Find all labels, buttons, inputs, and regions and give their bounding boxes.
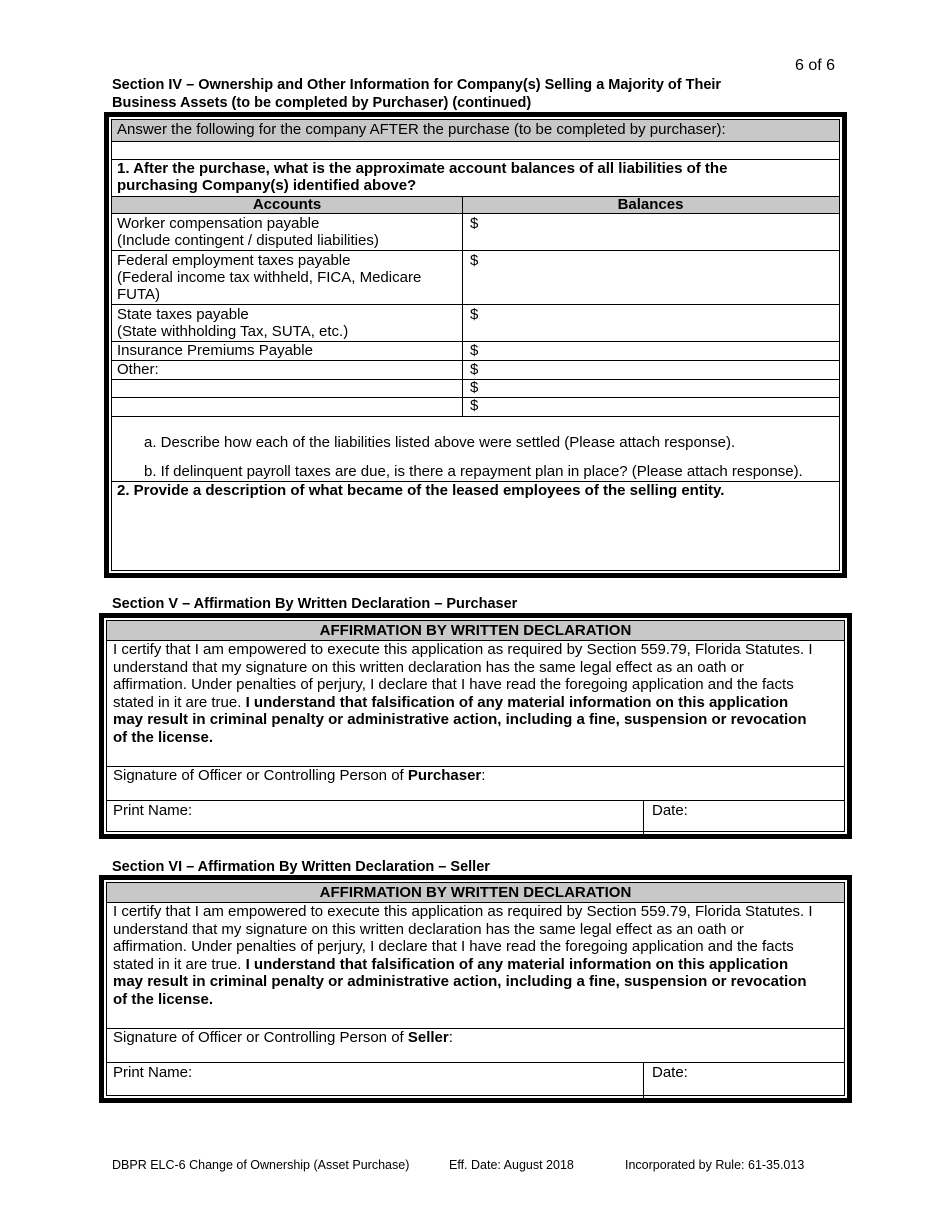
declaration-line: I certify that I am empowered to execute this application as required by Section 559.79, Florida Statutes. I: [113, 641, 813, 658]
footer-rule: Incorporated by Rule: 61-35.013: [625, 1158, 805, 1172]
section5-inner: [106, 620, 845, 832]
balance-field[interactable]: $: [470, 342, 479, 359]
declaration-line: understand that my signature on this written declaration has the same legal effect as an oath or: [113, 920, 744, 938]
balance-field[interactable]: $: [470, 215, 479, 232]
section6-declaration: [113, 903, 838, 1009]
balance-field[interactable]: $: [470, 397, 479, 414]
section5-title: Section V – Affirmation By Written Declaration – Purchaser: [112, 596, 518, 612]
declaration-line: of the license.: [113, 728, 214, 746]
declaration-line: stated in it are true. I understand that falsification of any material information on this application: [113, 955, 789, 973]
account-name: State taxes payable: [117, 306, 249, 323]
balance-field[interactable]: $: [470, 379, 479, 396]
table-row: [117, 252, 421, 303]
declaration-line: affirmation. Under penalties of perjury, I declare that I have read the foregoing application and the facts: [113, 676, 794, 694]
section5-header: AFFIRMATION BY WRITTEN DECLARATION: [319, 622, 632, 639]
account-name: Insurance Premiums Payable: [117, 342, 313, 359]
question-1-line2: purchasing Company(s) identified above?: [117, 177, 417, 194]
question-2: 2. Provide a description of what became of the leased employees of the selling entity.: [117, 482, 725, 499]
section4-box: [104, 112, 847, 578]
declaration-line: may result in criminal penalty or administrative action, including a fine, suspension or revocation: [113, 973, 807, 991]
question-1: [117, 160, 727, 194]
account-note: (Include contingent / disputed liabilities): [117, 232, 379, 249]
account-name: Worker compensation payable: [117, 215, 320, 232]
declaration-line: understand that my signature on this written declaration has the same legal effect as an oath or: [113, 658, 744, 676]
section4-title-line1: Section IV – Ownership and Other Information for Company(s) Selling a Majority of Their: [112, 77, 722, 93]
section5-box: [99, 613, 852, 839]
table-row: [117, 306, 348, 340]
section4-title-line2: Business Assets (to be completed by Purchaser) (continued): [112, 95, 532, 111]
account-name: Other:: [117, 361, 159, 378]
section4-title: [112, 76, 721, 112]
declaration-line: of the license.: [113, 990, 214, 1008]
declaration-line: I certify that I am empowered to execute this application as required by Section 559.79, Florida Statutes. I: [113, 903, 813, 920]
declaration-line: may result in criminal penalty or administrative action, including a fine, suspension or revocation: [113, 711, 807, 729]
balance-field[interactable]: $: [470, 252, 479, 269]
footer-form-id: DBPR ELC-6 Change of Ownership (Asset Purchase): [112, 1158, 410, 1172]
section5-declaration: [113, 641, 838, 747]
purchaser-signature-field[interactable]: Signature of Officer or Controlling Person of Purchaser:: [113, 767, 486, 784]
balance-field[interactable]: $: [470, 306, 479, 323]
seller-print-name-field[interactable]: Print Name:: [113, 1064, 193, 1081]
instruction-text: Answer the following for the company AFTER the purchase (to be completed by purchaser):: [117, 121, 726, 138]
section6-title: Section VI – Affirmation By Written Declaration – Seller: [112, 859, 490, 875]
page-number: 6 of 6: [795, 57, 836, 74]
section6-inner: [106, 882, 845, 1096]
question-1-line1: 1. After the purchase, what is the approximate account balances of all liabilities of the: [117, 160, 728, 177]
account-note: FUTA): [117, 286, 161, 303]
col-accounts-header: Accounts: [252, 196, 322, 213]
account-name: Federal employment taxes payable: [117, 252, 351, 269]
purchaser-print-name-field[interactable]: Print Name:: [113, 802, 193, 819]
section6-box: [99, 875, 852, 1103]
declaration-line: affirmation. Under penalties of perjury, I declare that I have read the foregoing application and the facts: [113, 938, 794, 956]
table-row: [117, 215, 379, 249]
balance-field[interactable]: $: [470, 361, 479, 378]
declaration-line: stated in it are true. I understand that falsification of any material information on this application: [113, 693, 789, 711]
seller-signature-field[interactable]: Signature of Officer or Controlling Person of Seller:: [113, 1029, 453, 1046]
seller-date-field[interactable]: Date:: [652, 1064, 688, 1081]
account-note: (State withholding Tax, SUTA, etc.): [117, 323, 349, 340]
section6-header: AFFIRMATION BY WRITTEN DECLARATION: [319, 884, 632, 901]
purchaser-date-field[interactable]: Date:: [652, 802, 688, 819]
question-1a: a. Describe how each of the liabilities listed above were settled (Please attach response).: [144, 434, 736, 451]
footer-eff-date: Eff. Date: August 2018: [449, 1158, 574, 1172]
account-note: (Federal income tax withheld, FICA, Medicare: [117, 269, 422, 286]
question-1b: b. If delinquent payroll taxes are due, is there a repayment plan in place? (Please attach response).: [144, 463, 803, 480]
section4-inner: [111, 119, 840, 571]
col-balances-header: Balances: [617, 196, 684, 213]
